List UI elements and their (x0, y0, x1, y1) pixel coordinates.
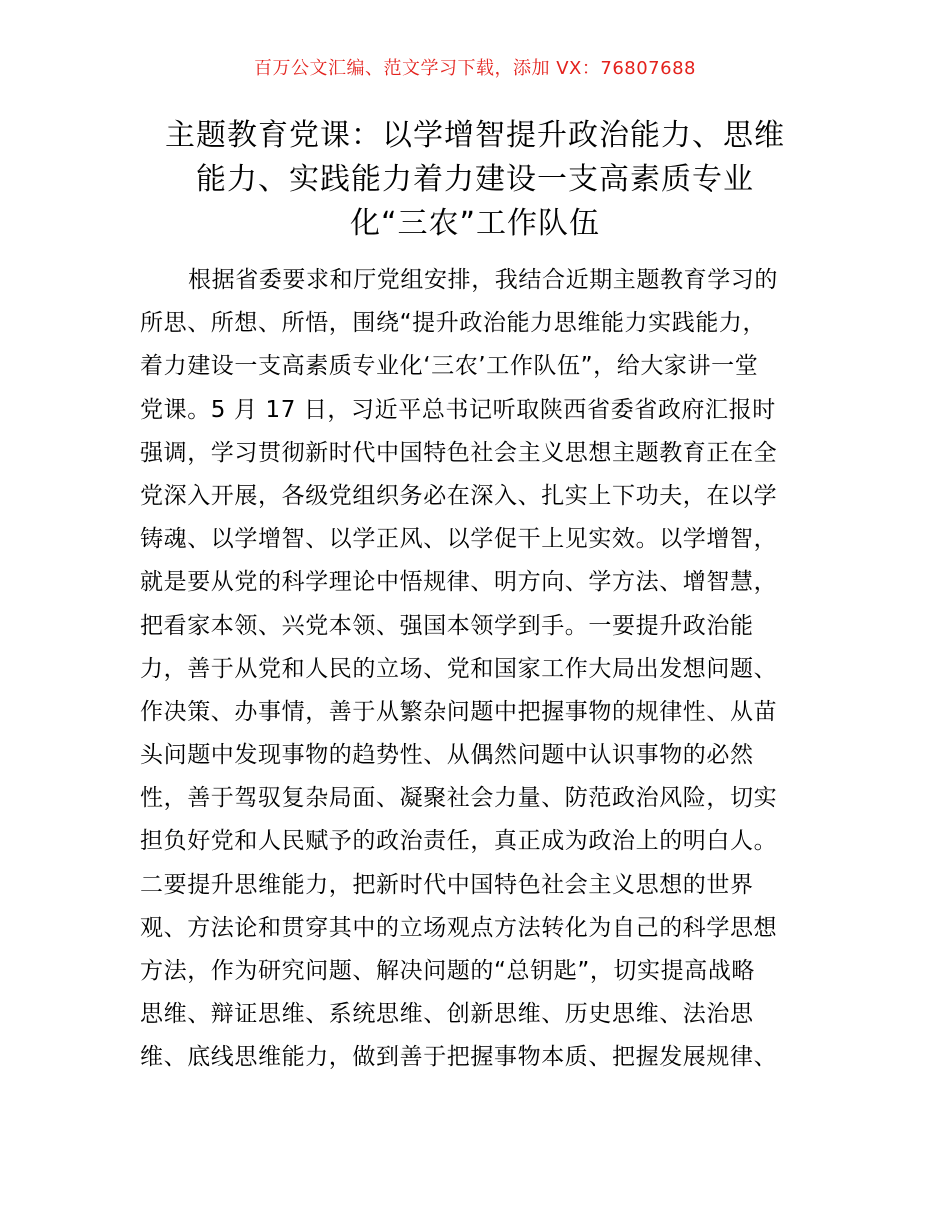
body-line: 头问题中发现事物的趋势性、从偶然问题中认识事物的必然 (140, 742, 754, 769)
body-line: 思维、辩证思维、系统思维、创新思维、历史思维、法治思 (140, 1001, 754, 1028)
body-line: 铸魂、以学增智、以学正风、以学促干上见实效。以学增智， (140, 526, 778, 553)
body-line: 把看家本领、兴党本领、强国本领学到手。一要提升政治能 (140, 612, 754, 639)
body-line: 力，善于从党和人民的立场、党和国家工作大局出发想问题、 (140, 655, 778, 682)
body-line: 作决策、办事情，善于从繁杂问题中把握事物的规律性、从苗 (140, 698, 778, 725)
body-line: 就是要从党的科学理论中悟规律、明方向、学方法、增智慧， (140, 569, 778, 596)
title-line: 主题教育党课：以学增智提升政治能力、思维 (165, 118, 785, 153)
body-line: 二要提升思维能力，把新时代中国特色社会主义思想的世界 (140, 871, 754, 898)
body-line: 党深入开展，各级党组织务必在深入、扎实上下功夫，在以学 (140, 482, 778, 509)
body-line: 党课。5 月 17 日，习近平总书记听取陕西省委省政府汇报时 (140, 396, 776, 423)
body-line: 性，善于驾驭复杂局面、凝聚社会力量、防范政治风险，切实 (140, 785, 778, 812)
body-line: 强调，学习贯彻新时代中国特色社会主义思想主题教育正在全 (140, 439, 778, 466)
document-title (130, 114, 820, 246)
body-line: 观、方法论和贯穿其中的立场观点方法转化为自己的科学思想 (140, 914, 778, 941)
body-line: 着力建设一支高素质专业化‘三农’工作队伍”，给大家讲一堂 (140, 353, 759, 380)
title-line: 能力、实践能力着力建设一支高素质专业 (196, 162, 754, 197)
body-paragraph (140, 259, 812, 1080)
body-line: 维、底线思维能力，做到善于把握事物本质、把握发展规律、 (140, 1044, 778, 1071)
header-promo-note: 百万公文汇编、范文学习下载，添加 VX：76807688 (254, 58, 696, 79)
body-line: 根据省委要求和厅党组安排，我结合近期主题教育学习的 (188, 267, 778, 293)
body-line: 所思、所想、所悟，围绕“提升政治能力思维能力实践能力， (140, 310, 767, 337)
title-line: 化“三农”工作队伍 (349, 206, 601, 241)
body-line: 方法，作为研究问题、解决问题的“总钥匙”，切实提高战略 (140, 958, 756, 984)
body-line: 担负好党和人民赋予的政治责任，真正成为政治上的明白人。 (140, 828, 778, 855)
